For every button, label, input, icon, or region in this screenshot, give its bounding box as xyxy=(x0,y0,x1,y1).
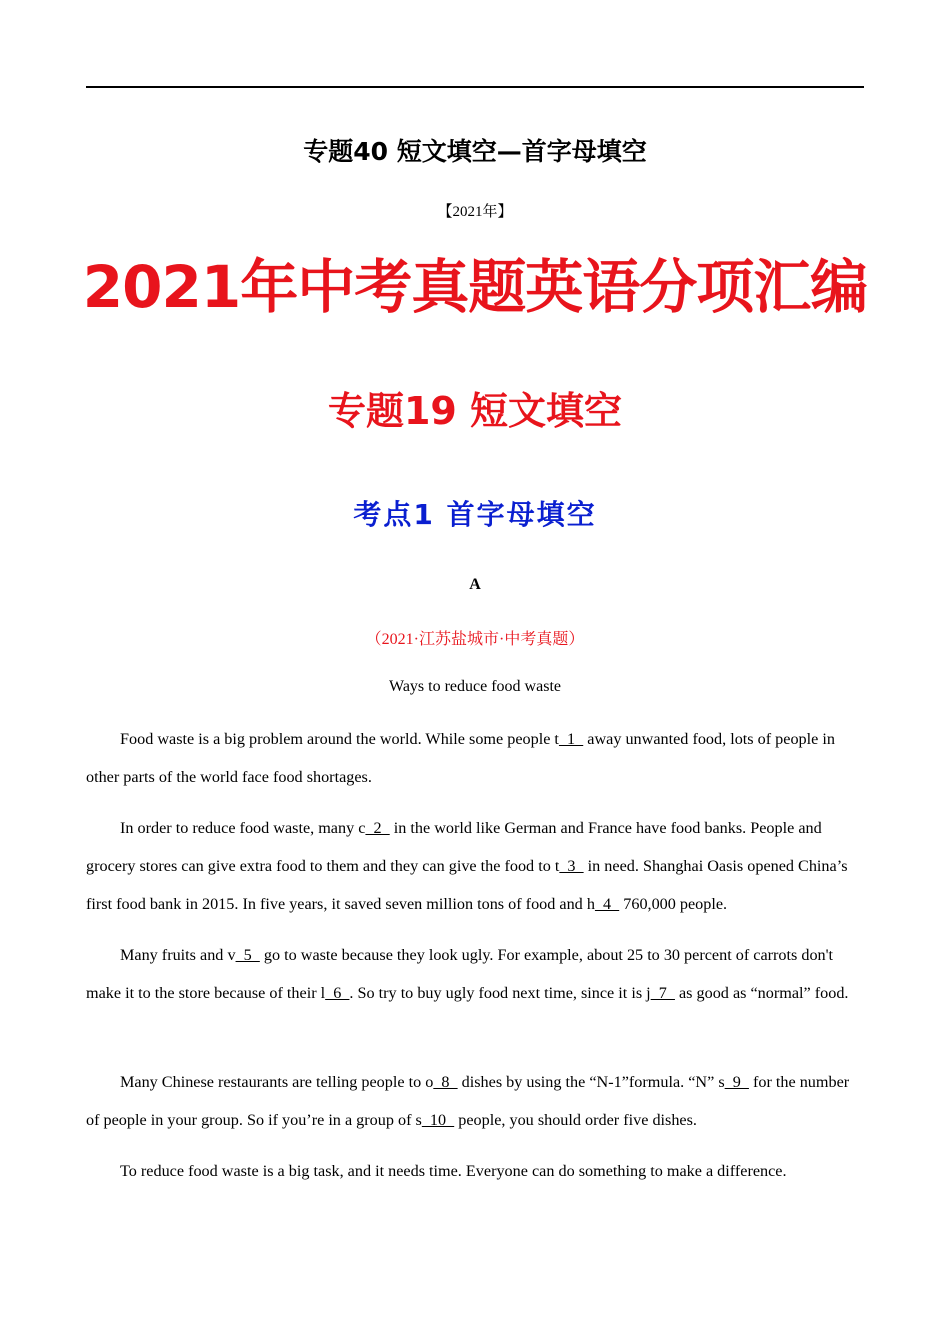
text-segment: Many Chinese restaurants are telling people to o xyxy=(120,1073,434,1091)
blank-3: 3 xyxy=(559,857,584,875)
paragraph-5 xyxy=(86,1152,864,1190)
blank-9: 9 xyxy=(724,1073,749,1091)
section-letter: A xyxy=(469,576,481,593)
blank-4: 4 xyxy=(594,895,620,913)
text-segment: Many fruits and v xyxy=(120,946,236,964)
main-title: 2021年中考真题英语分项汇编 xyxy=(82,253,868,321)
blank-2: 2 xyxy=(365,819,390,837)
paragraph-2 xyxy=(86,809,864,923)
blank-5: 5 xyxy=(235,946,260,964)
text-segment: for the number of people in your group. So if you’re in a group of s xyxy=(86,1073,850,1129)
text-segment: In order to reduce food waste, many c xyxy=(120,819,366,837)
sub-title: 专题19 短文填空 xyxy=(327,389,623,433)
year-tag: 【2021年】 xyxy=(437,204,513,220)
header-rule xyxy=(86,86,864,88)
blank-10: 10 xyxy=(421,1111,455,1129)
blank-1: 1 xyxy=(558,730,584,748)
text-segment: in the world like German and France have food banks. People and grocery stores can give extra food to them and they can give the food to t xyxy=(86,819,822,875)
paragraph-1 xyxy=(86,720,864,796)
text-segment: away unwanted food, lots of people in other parts of the world face food shortages. xyxy=(86,730,835,786)
document-title: 专题40 短文填空—首字母填空 xyxy=(303,137,647,166)
text-segment: dishes by using the “N-1”formula. “N” s xyxy=(457,1073,725,1091)
text-segment: Food waste is a big problem around the world. While some people t xyxy=(120,730,559,748)
text-segment: people, you should order five dishes. xyxy=(454,1111,697,1129)
blank-8: 8 xyxy=(433,1073,458,1091)
text-segment: go to waste because they look ugly. For example, about 25 to 30 percent of carrots don't make it to the store because of their l xyxy=(86,946,834,1002)
passage-title: Ways to reduce food waste xyxy=(389,678,561,695)
blank-6: 6 xyxy=(325,984,350,1002)
text-segment: 760,000 people. xyxy=(619,895,728,913)
text-segment: in need. Shanghai Oasis opened China’s first food bank in 2015. In five years, it saved seven million tons of food and h xyxy=(86,857,848,913)
text-segment: as good as “normal” food. xyxy=(674,984,849,1002)
point-title: 考点1 首字母填空 xyxy=(353,498,597,531)
text-segment: To reduce food waste is a big task, and it needs time. Everyone can do something to make a difference. xyxy=(120,1162,787,1180)
text-segment: . So try to buy ugly food next time, since it is j xyxy=(349,984,651,1002)
paragraph-3 xyxy=(86,936,864,1012)
question-source: （2021·江苏盐城市·中考真题） xyxy=(365,631,585,648)
blank-7: 7 xyxy=(650,984,675,1002)
paragraph-4 xyxy=(86,1063,864,1139)
